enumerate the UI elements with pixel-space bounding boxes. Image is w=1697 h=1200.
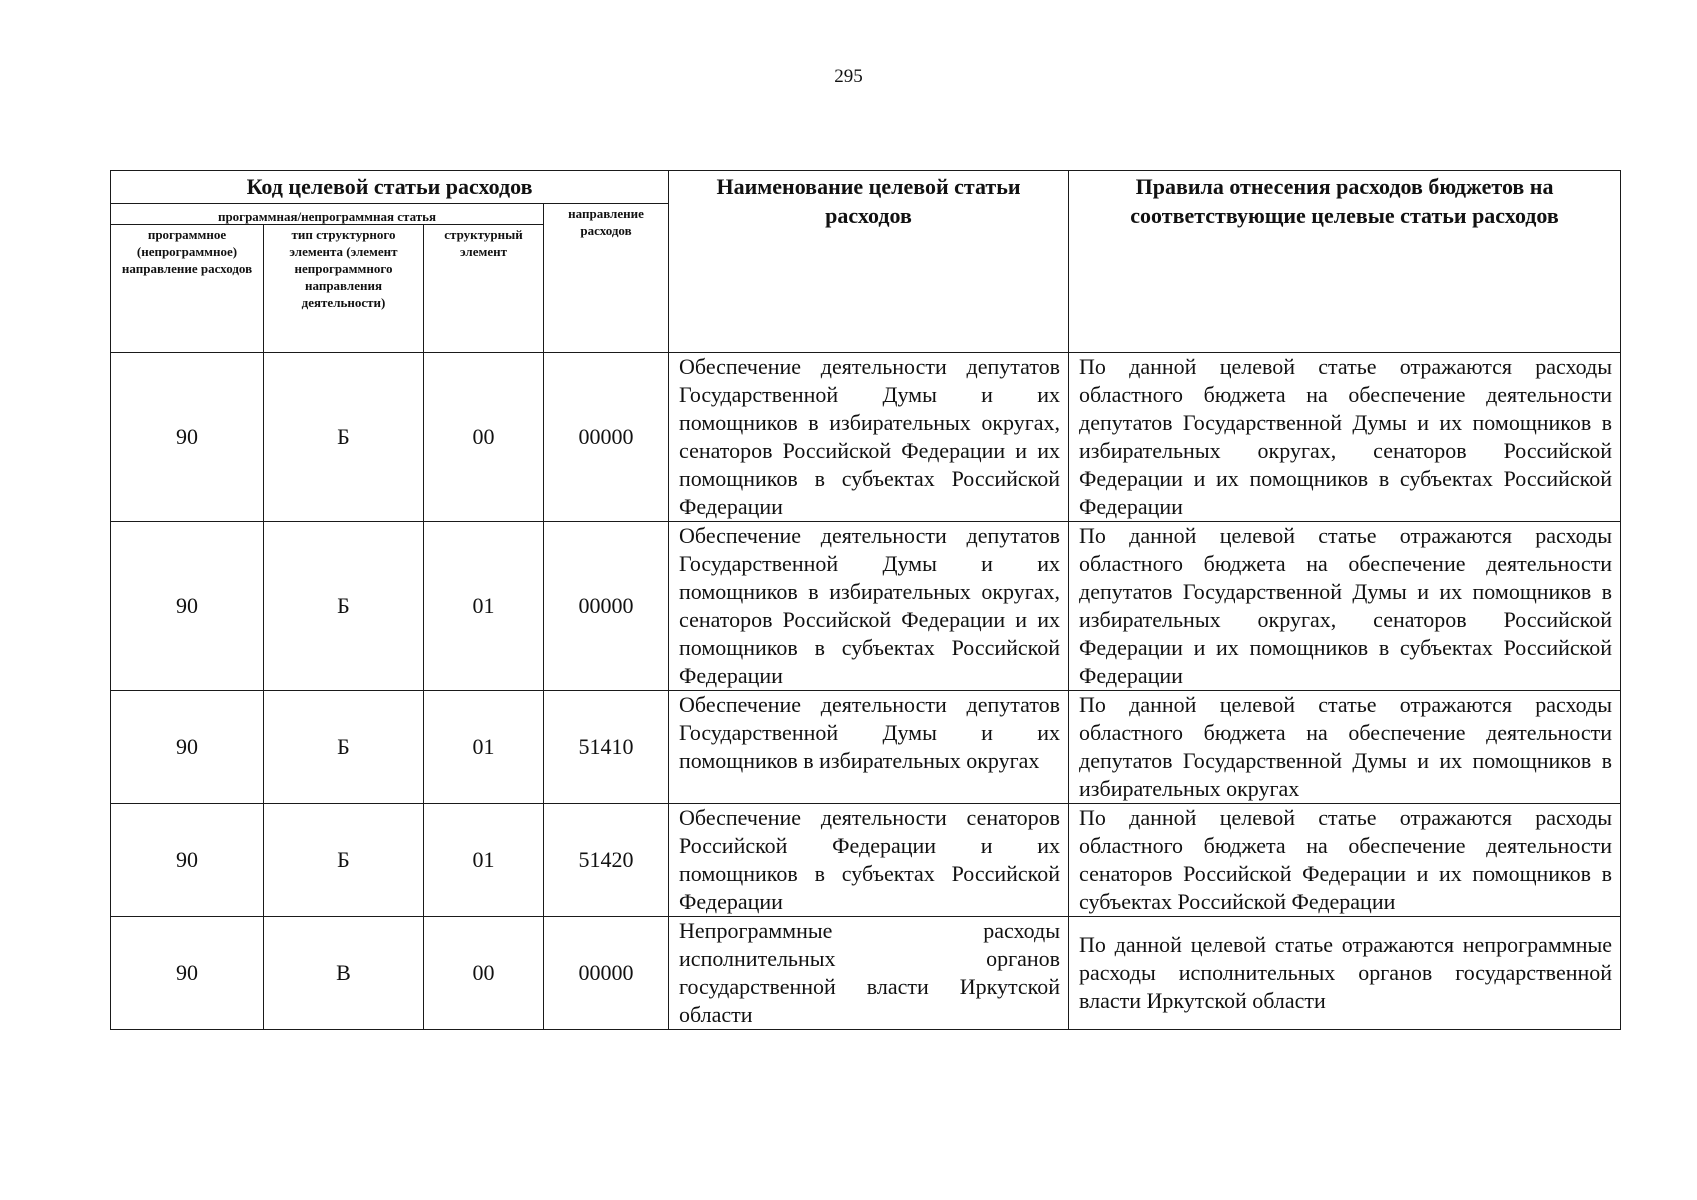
cell-element: 01 [424, 522, 544, 691]
header-col-type: тип структурного элемента (элемент непрограммного направления деятельности) [264, 225, 424, 353]
table-row [111, 804, 1621, 917]
cell-direction: 51410 [544, 691, 669, 804]
cell-program: 90 [111, 917, 264, 1030]
cell-name: Обеспечение деятельности депутатов Государственной Думы и их помощников в избирательных округах [669, 691, 1069, 804]
cell-element: 00 [424, 917, 544, 1030]
cell-direction: 51420 [544, 804, 669, 917]
cell-program: 90 [111, 353, 264, 522]
cell-rule: По данной целевой статье отражаются расходы областного бюджета на обеспечение деятельности депутатов Государственной Думы и их помощников в избирательных округах [1069, 691, 1621, 804]
header-program-group: программная/непрограммная статья [111, 204, 544, 225]
header-col-element: структурный элемент [424, 225, 544, 353]
header-name-title: Наименование целевой статьи расходов [669, 171, 1069, 353]
header-rules-title: Правила отнесения расходов бюджетов на соответствующие целевые статьи расходов [1069, 171, 1621, 353]
cell-rule: По данной целевой статье отражаются расходы областного бюджета на обеспечение деятельности депутатов Государственной Думы и их помощников в избирательных округах, сенаторов Российской Федерации и их помощников в субъектах Российской Федерации [1069, 522, 1621, 691]
cell-direction: 00000 [544, 353, 669, 522]
table-row [111, 917, 1621, 1030]
header-col-program: программное (непрограммное) направление расходов [111, 225, 264, 353]
page-number: 295 [834, 66, 863, 87]
budget-classification-table [110, 170, 1621, 1030]
cell-element: 01 [424, 691, 544, 804]
cell-type: В [264, 917, 424, 1030]
cell-program: 90 [111, 691, 264, 804]
cell-name: Обеспечение деятельности депутатов Государственной Думы и их помощников в избирательных округах, сенаторов Российской Федерации и их помощников в субъектах Российской Федерации [669, 522, 1069, 691]
cell-name: Обеспечение деятельности депутатов Государственной Думы и их помощников в избирательных округах, сенаторов Российской Федерации и их помощников в субъектах Российской Федерации [669, 353, 1069, 522]
table-row [111, 353, 1621, 522]
cell-rule: По данной целевой статье отражаются расходы областного бюджета на обеспечение деятельности сенаторов Российской Федерации и их помощников в субъектах Российской Федерации [1069, 804, 1621, 917]
cell-program: 90 [111, 522, 264, 691]
header-col-direction: направление расходов [544, 204, 669, 353]
cell-rule: По данной целевой статье отражаются непрограммные расходы исполнительных органов государственной власти Иркутской области [1069, 917, 1621, 1030]
table-row [111, 522, 1621, 691]
cell-type: Б [264, 804, 424, 917]
cell-type: Б [264, 691, 424, 804]
cell-rule: По данной целевой статье отражаются расходы областного бюджета на обеспечение деятельности депутатов Государственной Думы и их помощников в избирательных округах, сенаторов Российской Федерации и их помощников в субъектах Российской Федерации [1069, 353, 1621, 522]
cell-element: 00 [424, 353, 544, 522]
cell-type: Б [264, 353, 424, 522]
cell-type: Б [264, 522, 424, 691]
table-row [111, 691, 1621, 804]
cell-element: 01 [424, 804, 544, 917]
cell-name: Обеспечение деятельности сенаторов Российской Федерации и их помощников в субъектах Российской Федерации [669, 804, 1069, 917]
cell-program: 90 [111, 804, 264, 917]
header-code-title: Код целевой статьи расходов [111, 171, 669, 204]
cell-direction: 00000 [544, 522, 669, 691]
cell-name: Непрограммные расходы исполнительных органов государственной власти Иркутской области [669, 917, 1069, 1030]
cell-direction: 00000 [544, 917, 669, 1030]
